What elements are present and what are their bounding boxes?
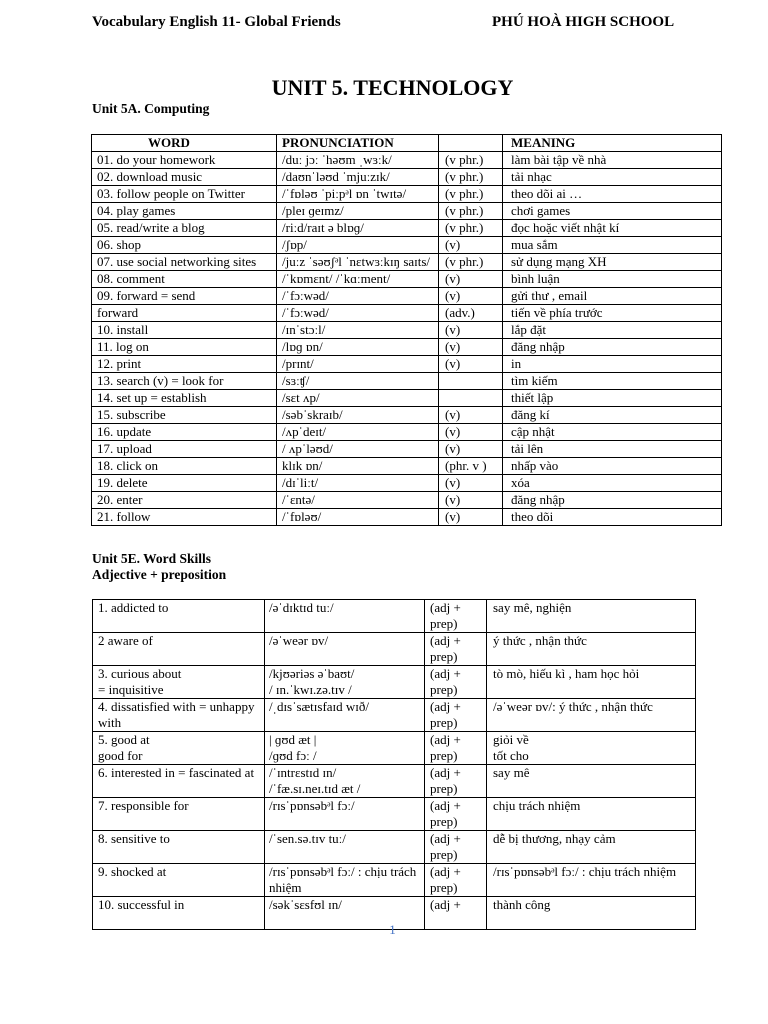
- word-type-cell: (v): [439, 322, 503, 339]
- phrase-cell: 3. curious about = inquisitive: [93, 666, 265, 699]
- word-type-cell: (v): [439, 288, 503, 305]
- word-type-cell: (v): [439, 441, 503, 458]
- word-type-cell: (v): [439, 492, 503, 509]
- table-row: [92, 322, 722, 339]
- table-row: [92, 441, 722, 458]
- table-row: [92, 509, 722, 526]
- phrase-cell: 10. successful in: [93, 897, 265, 930]
- page-title: UNIT 5. TECHNOLOGY: [271, 75, 514, 100]
- word-type-cell: (v): [439, 339, 503, 356]
- pronunciation-cell: /rɪsˈpɒnsəbᵊl fɔː/: [265, 798, 425, 831]
- meaning-cell: tìm kiếm: [503, 373, 722, 390]
- word-type-cell: (adj + prep): [425, 864, 487, 897]
- phrase-cell: 1. addicted to: [93, 600, 265, 633]
- word-cell: 08. comment: [92, 271, 277, 288]
- word-cell: 04. play games: [92, 203, 277, 220]
- word-type-cell: (adj + prep): [425, 831, 487, 864]
- meaning-cell: dễ bị thương, nhạy cảm: [487, 831, 696, 864]
- table-row: [92, 373, 722, 390]
- meaning-cell: tải nhạc: [503, 169, 722, 186]
- word-cell: 20. enter: [92, 492, 277, 509]
- phrase-cell: 6. interested in = fascinated at: [93, 765, 265, 798]
- meaning-cell: /rɪsˈpɒnsəbᵊl fɔː/ : chịu trách nhiệm: [487, 864, 696, 897]
- phrase-cell: 2 aware of: [93, 633, 265, 666]
- word-type-cell: (v): [439, 475, 503, 492]
- word-cell: 06. shop: [92, 237, 277, 254]
- word-type-cell: (v phr.): [439, 169, 503, 186]
- word-cell: 17. upload: [92, 441, 277, 458]
- pronunciation-cell: /juːz ˈsəʊʃᵊl ˈnɛtwɜːkɪŋ saɪts/: [277, 254, 439, 271]
- word-type-cell: (adj + prep): [425, 699, 487, 732]
- pronunciation-cell: /pleɪ ɡeɪmz/: [277, 203, 439, 220]
- section1-heading: Unit 5A. Computing: [92, 101, 210, 116]
- pronunciation-cell: /riːd/raɪt ə blɒɡ/: [277, 220, 439, 237]
- pronunciation-cell: /lɒɡ ɒn/: [277, 339, 439, 356]
- meaning-cell: đăng kí: [503, 407, 722, 424]
- meaning-cell: xóa: [503, 475, 722, 492]
- word-type-cell: (v phr.): [439, 152, 503, 169]
- meaning-cell: đăng nhập: [503, 492, 722, 509]
- table-row: [93, 864, 696, 897]
- table-row: [92, 152, 722, 169]
- table-row: [93, 699, 696, 732]
- pronunciation-cell: /əˈdɪktɪd tuː/: [265, 600, 425, 633]
- word-type-cell: (v phr.): [439, 203, 503, 220]
- word-type-cell: (v): [439, 237, 503, 254]
- page-number: 1: [389, 922, 396, 937]
- meaning-cell: gửi thư , email: [503, 288, 722, 305]
- pronunciation-cell: /rɪsˈpɒnsəbᵊl fɔː/ : chịu trách nhiệm: [265, 864, 425, 897]
- table-row: [92, 458, 722, 475]
- word-cell: 19. delete: [92, 475, 277, 492]
- table-row: [92, 220, 722, 237]
- word-cell: 15. subscribe: [92, 407, 277, 424]
- pronunciation-cell: /daʊnˈləʊd ˈmjuːzɪk/: [277, 169, 439, 186]
- pronunciation-cell: /ˈfɔːwəd/: [277, 288, 439, 305]
- pronunciation-cell: /səkˈsɛsfʊl ɪn/: [265, 897, 425, 930]
- meaning-cell: tải lên: [503, 441, 722, 458]
- word-type-cell: (v): [439, 271, 503, 288]
- header-title: Vocabulary English 11- Global Friends: [92, 14, 341, 30]
- table-row: [92, 492, 722, 509]
- phrase-cell: 8. sensitive to: [93, 831, 265, 864]
- table-header-row: [92, 135, 722, 152]
- word-cell: 14. set up = establish: [92, 390, 277, 407]
- column-header: [439, 135, 503, 152]
- table-row: [93, 798, 696, 831]
- table-row: [92, 475, 722, 492]
- word-type-cell: [439, 373, 503, 390]
- meaning-cell: theo dõi ai …: [503, 186, 722, 203]
- table-row: [92, 237, 722, 254]
- table-row: [92, 254, 722, 271]
- pronunciation-cell: | ɡʊd æt | /ɡʊd fɔː /: [265, 732, 425, 765]
- word-cell: 12. print: [92, 356, 277, 373]
- meaning-cell: làm bài tập về nhà: [503, 152, 722, 169]
- meaning-cell: lắp đặt: [503, 322, 722, 339]
- table-row: [92, 203, 722, 220]
- word-cell: 16. update: [92, 424, 277, 441]
- pronunciation-cell: /ˈɛntə/: [277, 492, 439, 509]
- word-type-cell: (adj +: [425, 897, 487, 930]
- table-row: [92, 186, 722, 203]
- phrase-cell: 5. good at good for: [93, 732, 265, 765]
- pronunciation-cell: /ˈfɒləʊ/: [277, 509, 439, 526]
- meaning-cell: nhấp vào: [503, 458, 722, 475]
- word-cell: 09. forward = send: [92, 288, 277, 305]
- pronunciation-cell: /səbˈskraɪb/: [277, 407, 439, 424]
- column-header: PRONUNCIATION: [277, 135, 439, 152]
- word-cell: 11. log on: [92, 339, 277, 356]
- meaning-cell: tò mò, hiếu kì , ham học hỏi: [487, 666, 696, 699]
- word-type-cell: (adj + prep): [425, 732, 487, 765]
- meaning-cell: đăng nhập: [503, 339, 722, 356]
- pronunciation-cell: /ˈfɔːwəd/: [277, 305, 439, 322]
- meaning-cell: giỏi về tốt cho: [487, 732, 696, 765]
- meaning-cell: theo dõi: [503, 509, 722, 526]
- table-row: [92, 339, 722, 356]
- phrase-cell: 9. shocked at: [93, 864, 265, 897]
- word-cell: 03. follow people on Twitter: [92, 186, 277, 203]
- word-type-cell: (adj + prep): [425, 666, 487, 699]
- word-cell: 18. click on: [92, 458, 277, 475]
- phrase-cell: 4. dissatisfied with = unhappy with: [93, 699, 265, 732]
- table-row: [92, 407, 722, 424]
- word-type-cell: (adj + prep): [425, 765, 487, 798]
- table-row: [92, 271, 722, 288]
- word-type-cell: (phr. v ): [439, 458, 503, 475]
- phrase-cell: 7. responsible for: [93, 798, 265, 831]
- table-row: [93, 765, 696, 798]
- vocabulary-table-word-skills: [92, 599, 696, 930]
- meaning-cell: thành công: [487, 897, 696, 930]
- word-cell: 10. install: [92, 322, 277, 339]
- pronunciation-cell: /sɜːʧ/: [277, 373, 439, 390]
- pronunciation-cell: /sɛt ʌp/: [277, 390, 439, 407]
- meaning-cell: tiến về phía trước: [503, 305, 722, 322]
- meaning-cell: say mê: [487, 765, 696, 798]
- meaning-cell: in: [503, 356, 722, 373]
- meaning-cell: cập nhật: [503, 424, 722, 441]
- table-row: [92, 356, 722, 373]
- column-header: WORD: [92, 135, 277, 152]
- table-row: [93, 666, 696, 699]
- pronunciation-cell: /ˈɪntrɛstɪd ɪn/ /ˈfæ.sɪ.neɪ.tɪd æt /: [265, 765, 425, 798]
- meaning-cell: say mê, nghiện: [487, 600, 696, 633]
- meaning-cell: mua sắm: [503, 237, 722, 254]
- meaning-cell: bình luận: [503, 271, 722, 288]
- table-row: [93, 600, 696, 633]
- table-row: [93, 633, 696, 666]
- word-type-cell: (adv.): [439, 305, 503, 322]
- pronunciation-cell: /ˈfɒləʊ ˈpiːpᵊl ɒn ˈtwɪtə/: [277, 186, 439, 203]
- word-cell: 05. read/write a blog: [92, 220, 277, 237]
- pronunciation-cell: /duː jɔː ˈhəʊm ˌwɜːk/: [277, 152, 439, 169]
- word-cell: 21. follow: [92, 509, 277, 526]
- word-type-cell: (adj + prep): [425, 798, 487, 831]
- pronunciation-cell: klɪk ɒn/: [277, 458, 439, 475]
- meaning-cell: chịu trách nhiệm: [487, 798, 696, 831]
- pronunciation-cell: /əˈweər ɒv/: [265, 633, 425, 666]
- pronunciation-cell: /dɪˈliːt/: [277, 475, 439, 492]
- table-row: [93, 831, 696, 864]
- pronunciation-cell: /prɪnt/: [277, 356, 439, 373]
- word-cell: 07. use social networking sites: [92, 254, 277, 271]
- pronunciation-cell: /ˈsen.sə.tɪv tuː/: [265, 831, 425, 864]
- column-header: MEANING: [503, 135, 722, 152]
- word-cell: forward: [92, 305, 277, 322]
- word-type-cell: (v): [439, 509, 503, 526]
- section2-heading: Unit 5E. Word Skills: [92, 551, 212, 566]
- header-school: PHÚ HOÀ HIGH SCHOOL: [492, 14, 675, 30]
- meaning-cell: sử dụng mạng XH: [503, 254, 722, 271]
- meaning-cell: đọc hoặc viết nhật kí: [503, 220, 722, 237]
- word-type-cell: (v phr.): [439, 254, 503, 271]
- table-row: [93, 732, 696, 765]
- word-cell: 02. download music: [92, 169, 277, 186]
- pronunciation-cell: /ˈkɒmɛnt/ /ˈkɑːment/: [277, 271, 439, 288]
- word-type-cell: (adj + prep): [425, 633, 487, 666]
- word-type-cell: (v): [439, 356, 503, 373]
- meaning-cell: chơi games: [503, 203, 722, 220]
- table-row: [92, 288, 722, 305]
- section2-subheading: Adjective + preposition: [92, 567, 227, 582]
- pronunciation-cell: /ʌpˈdeɪt/: [277, 424, 439, 441]
- pronunciation-cell: /ʃɒp/: [277, 237, 439, 254]
- pronunciation-cell: / ʌpˈləʊd/: [277, 441, 439, 458]
- word-type-cell: (v phr.): [439, 186, 503, 203]
- word-cell: 01. do your homework: [92, 152, 277, 169]
- word-type-cell: (v): [439, 424, 503, 441]
- word-type-cell: (v phr.): [439, 220, 503, 237]
- word-cell: 13. search (v) = look for: [92, 373, 277, 390]
- table-row: [92, 305, 722, 322]
- word-type-cell: [439, 390, 503, 407]
- vocabulary-table-computing: [91, 134, 722, 526]
- meaning-cell: ý thức , nhận thức: [487, 633, 696, 666]
- meaning-cell: thiết lập: [503, 390, 722, 407]
- table-row: [92, 424, 722, 441]
- table-row: [92, 390, 722, 407]
- table-row: [92, 169, 722, 186]
- pronunciation-cell: /kjʊəriəs əˈbaʊt/ / ɪn.ˈkwɪ.zə.tɪv /: [265, 666, 425, 699]
- word-type-cell: (adj + prep): [425, 600, 487, 633]
- meaning-cell: /əˈweər ɒv/: ý thức , nhận thức: [487, 699, 696, 732]
- word-type-cell: (v): [439, 407, 503, 424]
- pronunciation-cell: /ɪnˈstɔːl/: [277, 322, 439, 339]
- pronunciation-cell: /ˌdɪsˈsætɪsfaɪd wɪð/: [265, 699, 425, 732]
